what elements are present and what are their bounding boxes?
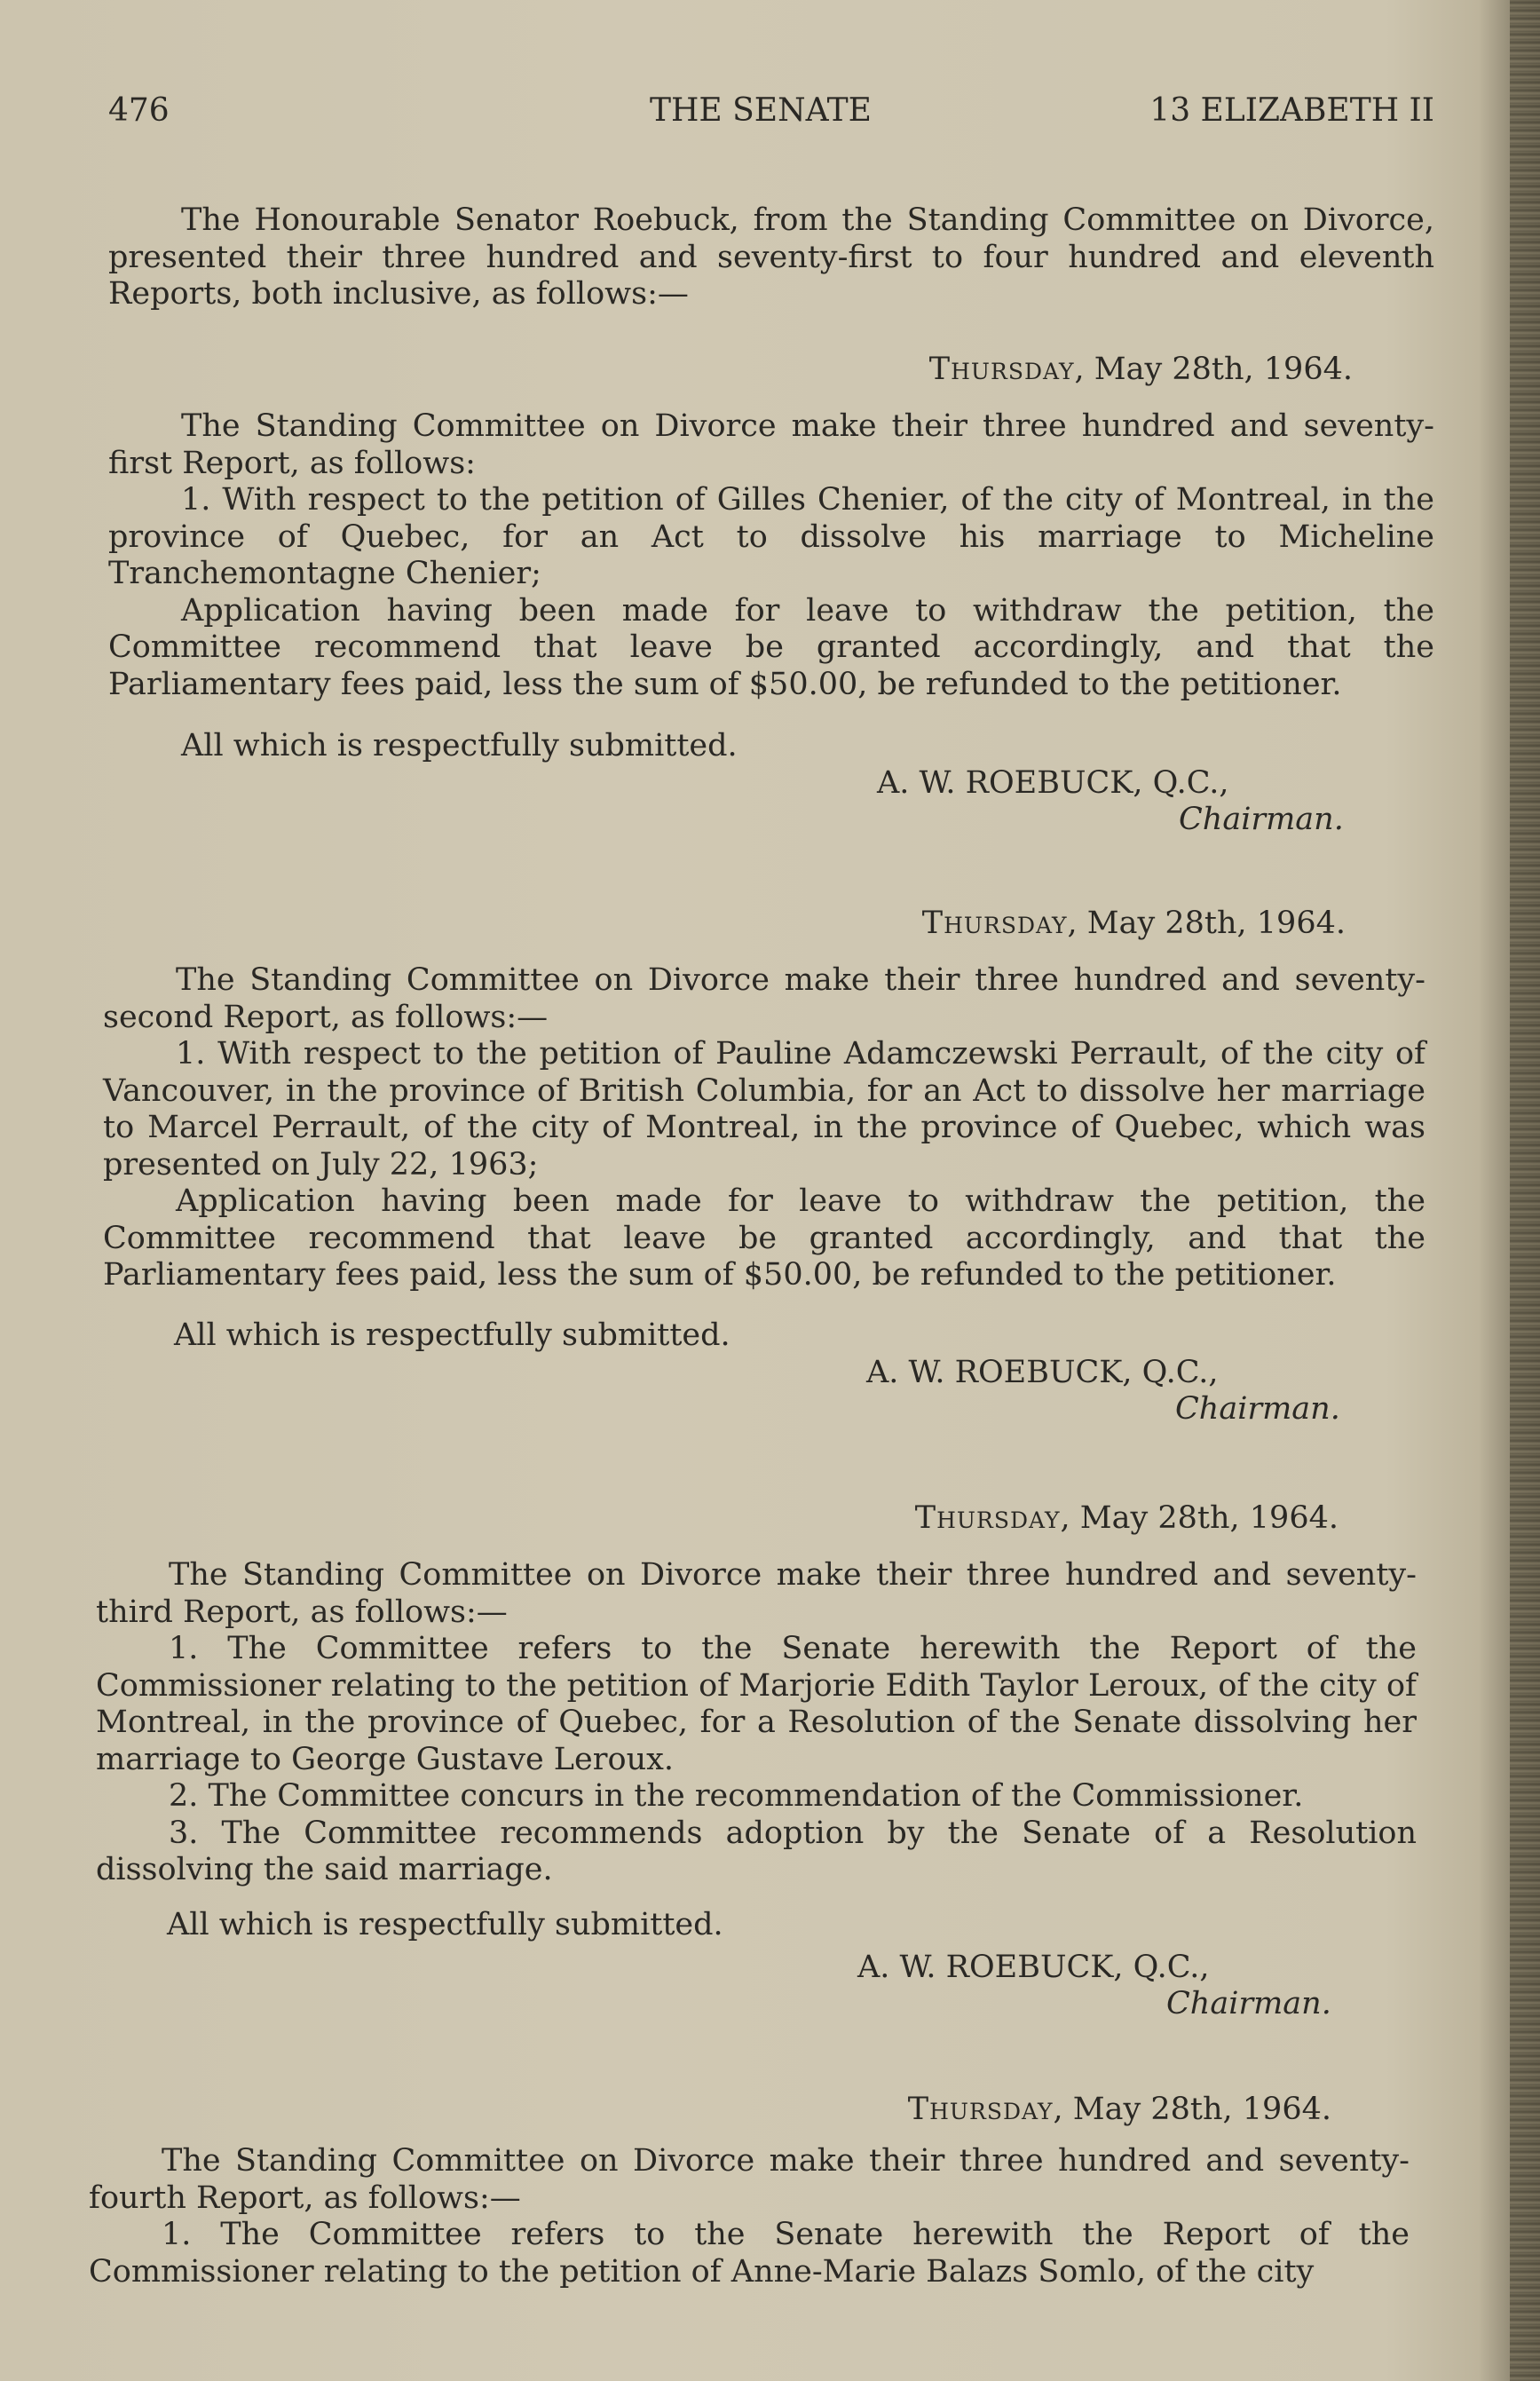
- report-1-date-day: Thursday: [928, 352, 1075, 387]
- report-4-item-1: 1. The Committee refers to the Senate herewith the Report of the Commissioner relating to the petition of Anne-Marie Balazs Somlo, of the city: [89, 2217, 1410, 2290]
- report-4-date-day: Thursday: [907, 2092, 1054, 2127]
- report-1-closing: All which is respectfully submitted.: [181, 728, 738, 763]
- report-2-date: [108, 906, 1434, 943]
- report-3-item-1: 1. The Committee refers to the Senate herewith the Report of the Commissioner relating to the petition of Marjorie Edith Taylor Leroux, of the city of Montreal, in the province of Quebec, for a Resolution of the Senate dissolving her marriage to George Gustave Leroux.: [96, 1631, 1417, 1777]
- report-1-signature-title: Chairman.: [1179, 802, 1344, 837]
- report-2-item-1: 1. With respect to the petition of Pauline Adamczewski Perrault, of the city of Vancouver, in the province of British Columbia, for an Act to dissolve her marriage to Marcel Perrault, of the city of Montreal, in the province of Quebec, which was presented on July 22, 1963;: [103, 1036, 1425, 1183]
- report-4-date-rest: , May 28th, 1964.: [1053, 2092, 1331, 2127]
- report-1-closing-block: [108, 728, 1434, 765]
- report-4-date: [108, 2092, 1434, 2129]
- report-4-body: [89, 2143, 1410, 2290]
- page-number: 476: [108, 92, 170, 129]
- report-1-date-rest: , May 28th, 1964.: [1074, 352, 1353, 387]
- report-2-signature-title: Chairman.: [1175, 1391, 1340, 1427]
- report-3-closing-block: [94, 1907, 1415, 1944]
- report-1-signature: [877, 765, 1344, 838]
- report-1-item-2: Application having been made for leave to withdraw the petition, the Committee recommend that leave be granted accordingly, and that the Parliamentary fees paid, less the sum of $50.00, be refunded to the petitioner.: [108, 592, 1434, 702]
- report-3-item-3: 3. The Committee recommends adoption by the Senate of a Resolution dissolving the said marriage.: [96, 1815, 1417, 1887]
- running-header: [108, 92, 1434, 131]
- intro-block: [108, 202, 1434, 313]
- report-2-signature-name: A. W. ROEBUCK, Q.C.,: [866, 1355, 1219, 1390]
- report-3-closing: All which is respectfully submitted.: [167, 1907, 723, 1942]
- report-2-item-2: Application having been made for leave to withdraw the petition, the Committee recommend that leave be granted accordingly, and that the Parliamentary fees paid, less the sum of $50.00, be refunded to the petitioner.: [103, 1183, 1425, 1293]
- report-3-signature-title: Chairman.: [1166, 1986, 1331, 2021]
- report-3-date-day: Thursday: [914, 1500, 1061, 1536]
- report-3-body: [96, 1557, 1417, 1889]
- report-2-date-day: Thursday: [921, 906, 1068, 941]
- report-3-signature: [857, 1950, 1331, 2022]
- report-2-date-rest: , May 28th, 1964.: [1067, 906, 1346, 941]
- report-3-opening: The Standing Committee on Divorce make their three hundred and seventy-third Report, as follows:—: [96, 1557, 1417, 1630]
- report-4-opening: The Standing Committee on Divorce make their three hundred and seventy-fourth Report, as follows:—: [89, 2143, 1410, 2216]
- report-1-opening: The Standing Committee on Divorce make their three hundred and seventy-first Report, as follows:: [108, 408, 1434, 481]
- report-2-signature: [866, 1355, 1340, 1428]
- report-3-item-2: 2. The Committee concurs in the recommendation of the Commissioner.: [169, 1778, 1304, 1814]
- report-1-date: [108, 352, 1434, 389]
- report-1-item-1: 1. With respect to the petition of Gilles Chenier, of the city of Montreal, in the province of Quebec, for an Act to dissolve his marriage to Micheline Tranchemontagne Chenier;: [108, 482, 1434, 591]
- page-edge-shadow: [1510, 0, 1540, 2381]
- report-3-signature-name: A. W. ROEBUCK, Q.C.,: [857, 1950, 1210, 1985]
- report-1-body: [108, 408, 1434, 703]
- report-2-opening: The Standing Committee on Divorce make their three hundred and seventy-second Report, as follows:—: [103, 962, 1425, 1035]
- report-3-date-rest: , May 28th, 1964.: [1060, 1500, 1339, 1536]
- regnal-year: 13 ELIZABETH II: [1149, 92, 1434, 129]
- report-1-signature-name: A. W. ROEBUCK, Q.C.,: [877, 765, 1229, 801]
- report-2-closing: All which is respectfully submitted.: [174, 1317, 731, 1353]
- report-3-date: [108, 1500, 1434, 1538]
- report-2-body: [103, 962, 1425, 1294]
- report-2-closing-block: [101, 1317, 1424, 1355]
- running-title: THE SENATE: [650, 92, 872, 129]
- intro-paragraph: The Honourable Senator Roebuck, from the Standing Committee on Divorce, presented their three hundred and seventy-first to four hundred and eleventh Reports, both inclusive, as follows:—: [108, 202, 1434, 312]
